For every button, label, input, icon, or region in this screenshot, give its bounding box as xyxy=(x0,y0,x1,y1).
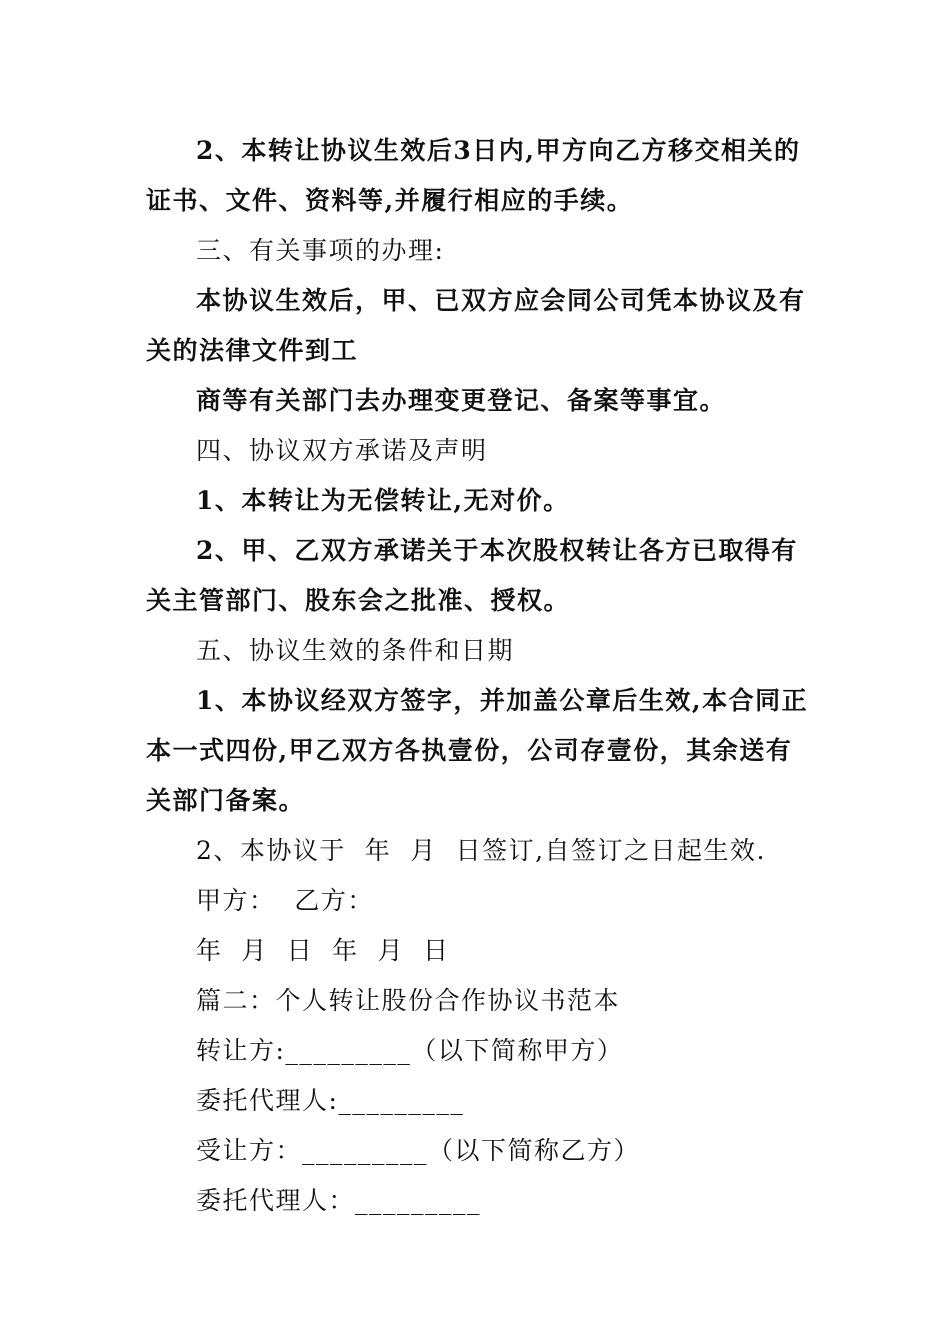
chapter-two-title: 篇二：个人转让股份合作协议书范本 xyxy=(196,986,621,1015)
transferor-line: 转让方:_________（以下简称甲方） xyxy=(196,1036,624,1065)
paragraph-free-transfer: 1、本转让为无偿转让,无对价。 xyxy=(196,486,570,515)
heading-section-three: 三、有关事项的办理: xyxy=(196,236,445,265)
transferee-line: 受让方：_________（以下简称乙方） xyxy=(196,1136,641,1165)
signature-date-line: 年 月 日 年 月 日 xyxy=(196,936,450,965)
paragraph-handover-clause: 2、本转让协议生效后3日内,甲方向乙方移交相关的证书、文件、资料等,并履行相应的手续。 xyxy=(146,136,801,215)
transferor-agent-line: 委托代理人:_________ xyxy=(196,1086,465,1115)
paragraph-effect-conditions: 1、本协议经双方签字，并加盖公章后生效,本合同正本一式四份,甲乙双方各执壹份，公司存壹份，其余送有关部门备案。 xyxy=(146,686,809,815)
paragraph-signing-date: 2、本协议于 年 月 日签订,自签订之日起生效. xyxy=(196,836,766,865)
document-body xyxy=(146,126,811,1226)
transferee-agent-line: 委托代理人：_________ xyxy=(196,1186,482,1215)
paragraph-registration-part2: 商等有关部门去办理变更登记、备案等事宜。 xyxy=(196,386,727,415)
heading-section-five: 五、协议生效的条件和日期 xyxy=(196,636,515,665)
heading-section-four: 四、协议双方承诺及声明 xyxy=(196,436,488,465)
paragraph-registration-part1: 本协议生效后，甲、已双方应会同公司凭本协议及有关的法律文件到工 xyxy=(146,286,806,365)
paragraph-approval-promise: 2、甲、乙双方承诺关于本次股权转让各方已取得有关主管部门、股东会之批准、授权。 xyxy=(146,536,798,615)
signature-parties-line: 甲方： 乙方： xyxy=(196,886,374,915)
